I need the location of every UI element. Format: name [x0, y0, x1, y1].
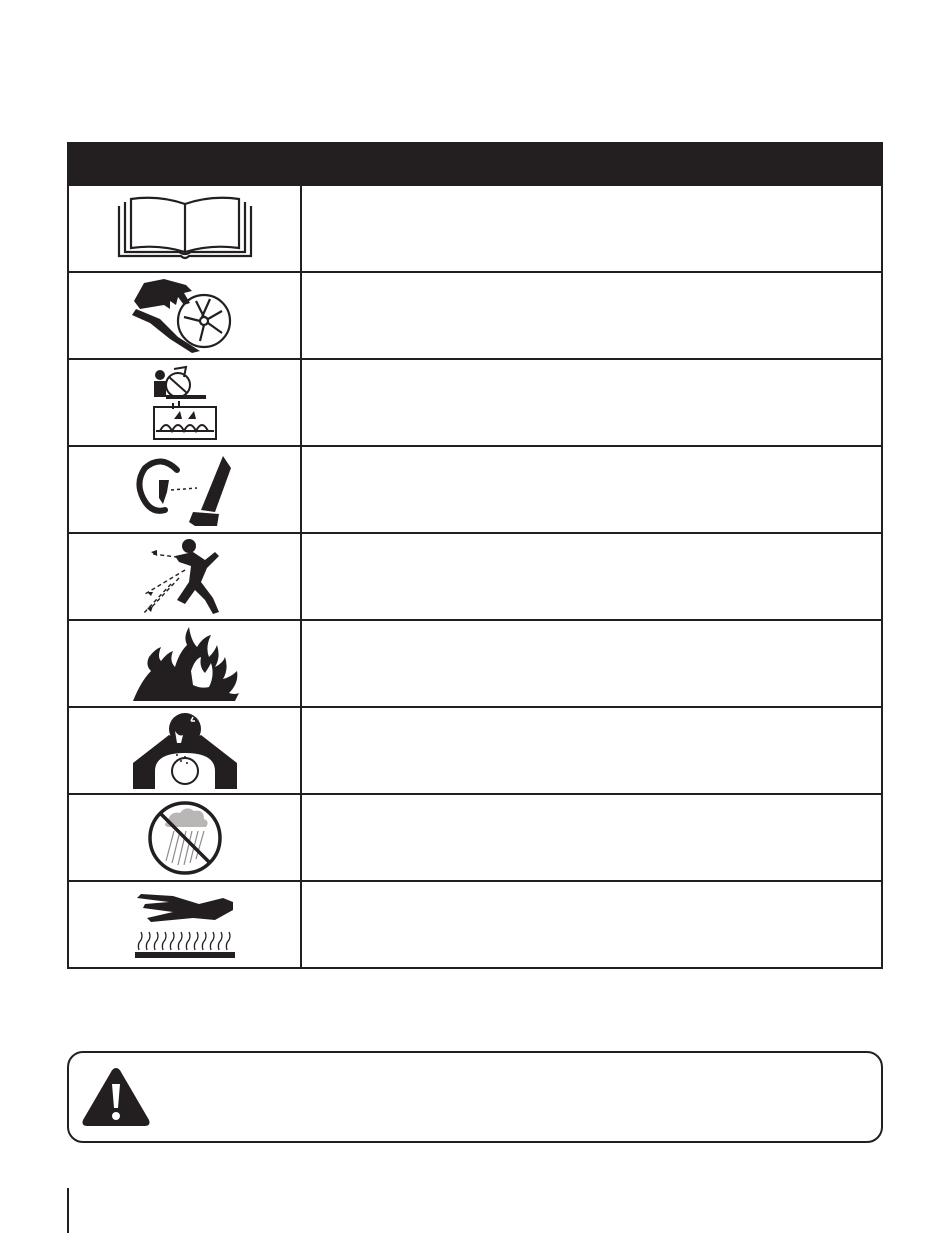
table-row	[69, 445, 881, 532]
table-body	[67, 186, 883, 969]
no-rain-exposure-icon	[146, 799, 224, 877]
icon-cell	[69, 186, 302, 271]
table-row	[69, 706, 881, 793]
description-cell	[302, 447, 881, 532]
page-margin-rule	[67, 1188, 69, 1233]
table-row	[69, 880, 881, 967]
icon-cell	[69, 360, 302, 445]
description-cell	[302, 186, 881, 271]
icon-cell	[69, 534, 302, 619]
description-cell	[302, 534, 881, 619]
operators-manual-icon	[115, 196, 255, 262]
description-cell	[302, 708, 881, 793]
description-cell	[302, 795, 881, 880]
thrown-objects-person-icon	[139, 538, 231, 616]
hand-in-impeller-hazard-icon	[130, 279, 240, 353]
hot-surface-hand-icon	[133, 890, 237, 960]
table-row	[69, 186, 881, 271]
icon-cell	[69, 621, 302, 706]
icon-cell	[69, 882, 302, 967]
description-cell	[302, 360, 881, 445]
warning-box	[67, 1051, 883, 1143]
warning-triangle-icon	[81, 1066, 151, 1128]
toxic-fumes-inhalation-icon	[133, 713, 237, 789]
description-cell	[302, 621, 881, 706]
icon-cell	[69, 708, 302, 793]
table-row	[69, 619, 881, 706]
safety-symbols-table	[67, 142, 883, 969]
icon-cell	[69, 795, 302, 880]
cutting-hazard-icon	[135, 452, 235, 528]
table-row	[69, 793, 881, 880]
icon-cell	[69, 447, 302, 532]
icon-cell	[69, 273, 302, 358]
table-row	[69, 358, 881, 445]
table-row	[69, 532, 881, 619]
table-header	[67, 142, 883, 186]
description-cell	[302, 882, 881, 967]
fire-flame-icon	[131, 627, 239, 701]
table-row	[69, 271, 881, 358]
description-cell	[302, 273, 881, 358]
bystander-thrown-object-auger-hazard-icon	[152, 365, 218, 441]
